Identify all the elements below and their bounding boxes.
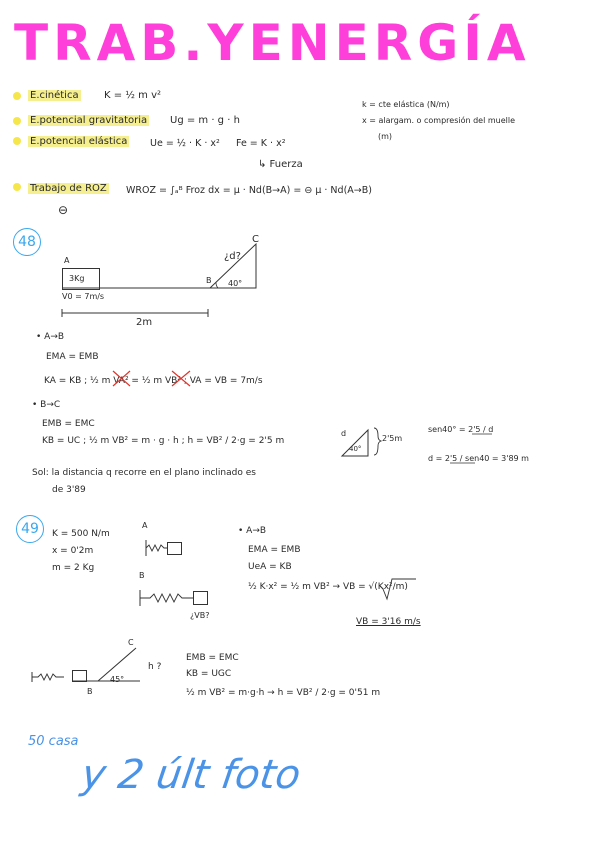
section-bc-heading: • B→C bbox=[32, 400, 61, 410]
height-question: h ? bbox=[148, 662, 162, 672]
friction-formula: WROZ = ∫ₐᴮ Froz dx = μ · Nd(B→A) = ⊖ μ · Nd(A→B) bbox=[126, 185, 372, 196]
gravitational-label: E.potencial gravitatoria bbox=[30, 115, 148, 126]
mass-label: 3Kg bbox=[69, 274, 85, 283]
velocity-question: ¿VB? bbox=[190, 611, 210, 620]
gravitational-formula: Ug = m · g · h bbox=[170, 115, 240, 126]
problem-49-number: 49 bbox=[16, 515, 44, 543]
incline-label-c: C bbox=[128, 638, 134, 647]
angle-arc bbox=[216, 282, 218, 288]
p49-ab-line1: EMA = EMB bbox=[248, 545, 301, 555]
section-ab-heading: • A→B bbox=[36, 332, 65, 342]
x-unit: (m) bbox=[378, 132, 393, 141]
distance-question: ¿d? bbox=[224, 251, 241, 262]
section-bc-line2: KB = UC ; ½ m VB² = m · g · h ; h = VB² / 2·g = 2'5 m bbox=[42, 436, 285, 446]
point-c-label: C bbox=[252, 234, 259, 245]
section-ab-line1: EMA = EMB bbox=[46, 352, 99, 362]
spring-constant: K = 500 N/m bbox=[52, 529, 110, 539]
k-note: k = cte elástica (N/m) bbox=[362, 100, 450, 109]
spring-compressed bbox=[146, 545, 167, 551]
distance-label: 2m bbox=[136, 317, 153, 328]
point-b-label: B bbox=[206, 276, 212, 285]
solution-line1: Sol: la distancia q recorre en el plano inclinado es bbox=[32, 468, 256, 478]
kinetic-formula: K = ½ m v² bbox=[104, 90, 162, 101]
sin-equation: sen40° = 2'5 / d bbox=[428, 425, 494, 434]
minus-circle-icon: ⊖ bbox=[58, 203, 69, 217]
incline-angle-45: 45° bbox=[110, 675, 125, 684]
force-label: ↳ Fuerza bbox=[258, 159, 303, 170]
problem-48-number: 48 bbox=[13, 228, 41, 256]
d-result: d = 2'5 / sen40 = 3'89 m bbox=[428, 454, 529, 463]
incline-slope bbox=[98, 648, 136, 681]
velocity-result: VB = 3'16 m/s bbox=[356, 617, 421, 627]
elastic-formula: Ue = ½ · K · x² bbox=[150, 138, 220, 149]
section-ab-line2: KA = KB ; ½ m VA² = ½ m VB² ; VA = VB = 7m/s bbox=[44, 376, 263, 386]
curly-brace bbox=[374, 428, 381, 455]
incline-label-b: B bbox=[87, 687, 93, 696]
point-a-label: A bbox=[64, 256, 70, 265]
spring-relaxed bbox=[140, 594, 193, 602]
elastic-force-formula: Fe = K · x² bbox=[236, 138, 286, 149]
solution-line2: de 3'89 bbox=[52, 485, 86, 495]
compression: x = 0'2m bbox=[52, 546, 94, 556]
incline-angle: 40° bbox=[228, 279, 243, 288]
friction-label: Trabajo de ROZ bbox=[30, 183, 107, 194]
p49-ab-line2: UeA = KB bbox=[248, 562, 292, 572]
initial-velocity: V0 = 7m/s bbox=[62, 292, 105, 301]
section-bc-line1: EMB = EMC bbox=[42, 419, 95, 429]
incline-spring bbox=[32, 674, 64, 680]
spring-label-b: B bbox=[139, 571, 145, 580]
p49-ab-heading: • A→B bbox=[238, 526, 267, 536]
mass: m = 2 Kg bbox=[52, 563, 95, 573]
triangle-d-label: d bbox=[341, 429, 347, 438]
spring-label-a: A bbox=[142, 521, 148, 530]
p49-bc-line2: KB = UGC bbox=[186, 669, 232, 679]
p49-bc-line3: ½ m VB² = m·g·h → h = VB² / 2·g = 0'51 m bbox=[186, 688, 381, 698]
sqrt-sign bbox=[380, 579, 416, 599]
photo-note: y 2 últ foto bbox=[78, 752, 304, 798]
small-triangle bbox=[342, 430, 368, 456]
incline-triangle bbox=[210, 244, 256, 288]
bracket-value: 2'5m bbox=[382, 434, 403, 443]
p49-bc-line1: EMB = EMC bbox=[186, 653, 239, 663]
homework-note: 50 casa bbox=[28, 734, 79, 749]
triangle-angle-label: 40° bbox=[349, 445, 362, 453]
page-title: TRAB.YENERGÍA bbox=[14, 14, 531, 72]
elastic-label: E.potencial elástica bbox=[30, 136, 128, 147]
kinetic-label: E.cinética bbox=[30, 90, 79, 101]
p49-ab-line3: ½ K·x² = ½ m VB² → VB = √(Kx²/m) bbox=[248, 582, 408, 592]
x-note: x = alargam. o compresión del muelle bbox=[362, 116, 516, 125]
